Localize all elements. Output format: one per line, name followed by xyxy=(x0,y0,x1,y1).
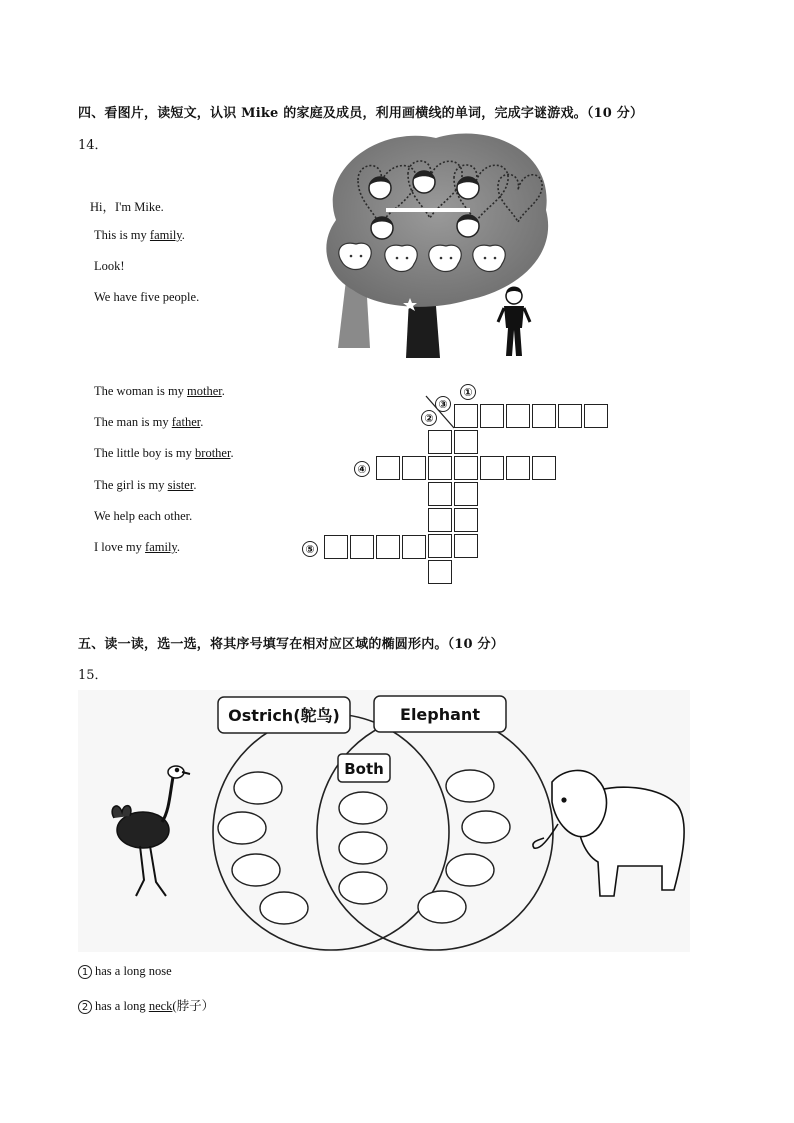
crossword-cell[interactable] xyxy=(584,404,608,428)
passage-line xyxy=(94,415,203,430)
crossword-number-5: ⑤ xyxy=(302,541,318,557)
underlined-word: father xyxy=(171,415,201,429)
crossword-cell[interactable] xyxy=(480,404,504,428)
crossword-cell[interactable] xyxy=(428,456,452,480)
option-text: has a long xyxy=(95,999,149,1013)
crossword-cell[interactable] xyxy=(454,456,478,480)
section4-heading: 四、看图片，读短文，认识 Mike 的家庭及成员，利用画横线的单词，完成字谜游戏。（10 分） xyxy=(78,106,644,121)
option-underlined-word: neck xyxy=(148,999,173,1013)
passage-text-post: . xyxy=(200,415,204,429)
passage-text: We help each other. xyxy=(94,509,193,523)
crossword-number-4: ④ xyxy=(354,461,370,477)
passage-line xyxy=(94,384,225,399)
passage-text-post: . xyxy=(176,540,180,554)
crossword-cell[interactable] xyxy=(532,456,556,480)
option-number: 1 xyxy=(78,965,92,979)
passage-text-post: . xyxy=(181,228,185,242)
question-number-14: 14． xyxy=(78,138,108,153)
crossword-cell[interactable] xyxy=(454,482,478,506)
venn-left-label: Ostrich(鸵鸟) xyxy=(228,706,340,725)
crossword-cell[interactable] xyxy=(428,560,452,584)
underlined-word: family xyxy=(145,540,177,554)
crossword-cell[interactable] xyxy=(506,404,530,428)
passage-text: I love my xyxy=(94,540,146,554)
family-tree-illustration xyxy=(318,130,554,362)
underlined-word: brother xyxy=(195,446,231,460)
passage-line xyxy=(94,478,196,493)
underlined-word: family xyxy=(149,228,182,242)
crossword-cell[interactable] xyxy=(402,535,426,559)
crossword-number-2: ② xyxy=(421,410,437,426)
crossword-cell[interactable] xyxy=(324,535,348,559)
passage-line xyxy=(90,197,164,215)
underlined-word: mother xyxy=(187,384,222,398)
passage-text: The little boy is my xyxy=(94,446,196,460)
crossword-cell[interactable] xyxy=(376,535,400,559)
crossword-cell[interactable] xyxy=(454,534,478,558)
passage-text-post: . xyxy=(230,446,234,460)
venn-diagram xyxy=(78,690,690,952)
crossword-cell[interactable] xyxy=(480,456,504,480)
venn-middle-label: Both xyxy=(344,760,384,778)
underlined-word: sister xyxy=(167,478,194,492)
crossword-cell[interactable] xyxy=(454,508,478,532)
crossword-cell[interactable] xyxy=(428,534,452,558)
crossword-cell[interactable] xyxy=(428,508,452,532)
venn-right-label: Elephant xyxy=(400,705,480,724)
passage-line xyxy=(94,509,192,524)
passage-text: The girl is my xyxy=(94,478,168,492)
passage-line xyxy=(94,290,199,305)
passage-text: Look! xyxy=(94,259,125,273)
passage-line xyxy=(94,540,180,555)
crossword-cell[interactable] xyxy=(376,456,400,480)
crossword-number-3: ③ xyxy=(435,396,451,412)
option-number: 2 xyxy=(78,1000,92,1014)
passage-line xyxy=(94,446,234,461)
passage-text: We have five people. xyxy=(94,290,200,304)
option-text-post: (脖子） xyxy=(172,999,215,1013)
crossword-number-1: ① xyxy=(460,384,476,400)
passage-text: The man is my xyxy=(94,415,172,429)
section5-heading: 五、读一读，选一选，将其序号填写在相对应区域的椭圆形内。（10 分） xyxy=(78,637,504,652)
crossword-cell[interactable] xyxy=(506,456,530,480)
passage-text: Hi，I'm Mike. xyxy=(90,200,164,214)
passage-text-post: . xyxy=(221,384,225,398)
question-number-15: 15． xyxy=(78,668,108,683)
passage-text: This is my xyxy=(94,228,150,242)
passage-text: The woman is my xyxy=(94,384,188,398)
crossword-cell[interactable] xyxy=(532,404,556,428)
passage-text-post: . xyxy=(193,478,197,492)
passage-line xyxy=(94,228,185,243)
crossword-cell[interactable] xyxy=(428,482,452,506)
option-text: has a long nose xyxy=(95,964,172,978)
option-1 xyxy=(78,964,172,979)
crossword-cell[interactable] xyxy=(350,535,374,559)
crossword-cell[interactable] xyxy=(558,404,582,428)
option-2 xyxy=(78,996,214,1014)
passage-line xyxy=(94,259,125,274)
crossword-cell[interactable] xyxy=(402,456,426,480)
